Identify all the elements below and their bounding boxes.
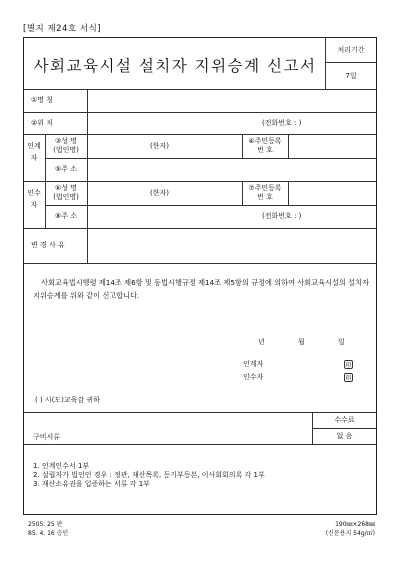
transferor-id-label: ④주민등록 번 호 [248,137,282,154]
processing-value: 7일 [345,72,357,80]
transferee-signer-label: 인수자 [243,373,264,381]
addressee: ( ) 시(도)교육감 귀하 [35,396,100,404]
transferee-address-label: ⑧주 소 [54,212,78,220]
date-month: 월 [298,338,305,346]
transferee-seal: 印 [345,375,352,382]
change-reason-label: 변 경 사 유 [31,241,65,249]
date-year: 년 [258,338,265,346]
footer-approval: 85. 4. 16 승인 [28,530,69,537]
transferee-name-label: ⑥성 명 (법인명) [53,184,79,201]
declaration-statement: 사회교육법시행령 제14조 제6항 및 동법시행규정 제14조 제5항의 규정에 의하여 사회교육시설의 설치자 지위승계를 위와 같이 신고합니다. [33,278,370,300]
form-label: [별지 제24호 서식] [23,24,102,34]
transferee-group-label: 인수자 [27,189,41,209]
processing-split [325,62,377,63]
document-item: 2. 설립자가 법인인 경우 : 정관, 재산목록, 등기부등본, 이사회회의록 각 1부 [33,471,265,479]
location-label: ②위 치 [31,119,54,127]
footer-code: 2505. 25 판 [28,521,63,528]
footer-size: 190㎜×268㎜ [335,521,375,528]
footer-paper: (신문용지 54g/㎡) [325,530,375,537]
processing-divider [325,37,326,89]
processing-label: 처리기간 [337,46,365,54]
documents-label: 구비서류 [33,433,61,441]
fee-value: 없 음 [336,432,353,440]
transferor-signer-label: 인계자 [243,360,264,368]
location-phone: (전화번호 : ) [262,119,302,127]
transferee-id-label: ⑦주민등록 번 호 [248,184,282,201]
transferor-group-label: 인계자 [27,142,41,162]
transferee-hanja: (한자) [150,189,169,197]
transferor-address-label: ⑤주 소 [54,165,78,173]
form-title: 사회교육시설 설치자 지위승계 신고서 [33,57,317,75]
fee-label: 수수료 [334,416,355,424]
transferor-seal: 印 [345,362,352,369]
date-day: 일 [338,338,345,346]
transferor-hanja: (한자) [150,142,169,150]
name-label: ①명 칭 [31,96,54,104]
document-item: 1. 인계인수서 1부 [33,462,90,470]
transferee-phone: (전화번호 : ) [262,212,302,220]
transferor-name-label: ③성 명 (법인명) [53,137,79,154]
document-item: 3. 재산소유권을 입증하는 서류 각 1부 [33,480,150,488]
